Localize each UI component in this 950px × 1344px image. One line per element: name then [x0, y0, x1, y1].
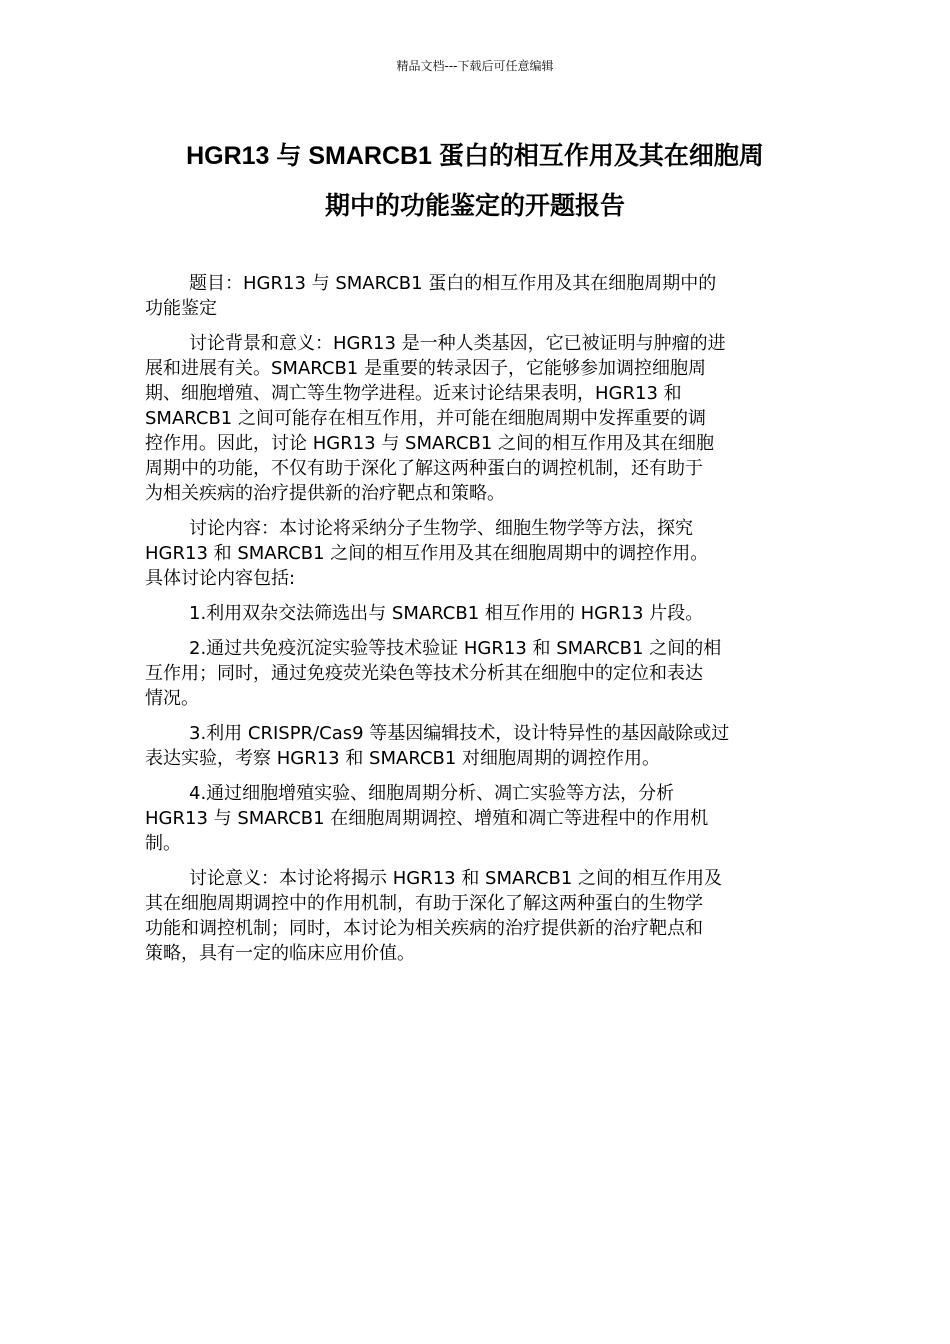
text-line: 题目：HGR13 与 SMARCB1 蛋白的相互作用及其在细胞周期中的	[189, 273, 717, 294]
text-line: 展和进展有关。SMARCB1 是重要的转录因子，它能够参加调控细胞周	[145, 358, 706, 379]
text-line: 1.利用双杂交法筛选出与 SMARCB1 相互作用的 HGR13 片段。	[189, 603, 704, 624]
list-item-3	[145, 721, 810, 771]
text-line: 情况。	[145, 688, 199, 709]
text-line: 讨论意义：本讨论将揭示 HGR13 和 SMARCB1 之间的相互作用及	[189, 868, 723, 889]
paragraph-content	[145, 516, 810, 591]
text-line: 制。	[145, 833, 181, 854]
text-line: 策略，具有一定的临床应用价值。	[145, 943, 415, 964]
title-line: 期中的功能鉴定的开题报告	[324, 192, 625, 220]
list-item-2	[145, 636, 810, 711]
document-title	[125, 134, 825, 228]
text-line: SMARCB1 之间可能存在相互作用，并可能在细胞周期中发挥重要的调	[145, 408, 706, 429]
paragraph-significance	[145, 866, 810, 966]
text-line: 功能和调控机制；同时，本讨论为相关疾病的治疗提供新的治疗靶点和	[145, 918, 703, 939]
text-line: HGR13 和 SMARCB1 之间的相互作用及其在细胞周期中的调控作用。	[145, 543, 709, 564]
text-line: 表达实验，考察 HGR13 和 SMARCB1 对细胞周期的调控作用。	[145, 748, 661, 769]
paragraph-background	[145, 331, 810, 506]
text-line: 周期中的功能，不仅有助于深化了解这两种蛋白的调控机制，还有助于	[145, 458, 703, 479]
text-line: 为相关疾病的治疗提供新的治疗靶点和策略。	[145, 483, 505, 504]
text-line: 互作用；同时，通过免疫荧光染色等技术分析其在细胞中的定位和表达	[145, 663, 703, 684]
paragraph-topic	[145, 271, 810, 321]
text-line: 期、细胞增殖、凋亡等生物学进程。近来讨论结果表明，HGR13 和	[145, 383, 682, 404]
text-line: 4.通过细胞增殖实验、细胞周期分析、凋亡实验等方法，分析	[189, 783, 675, 804]
page-header: 精品文档---下载后可任意编辑	[396, 59, 554, 73]
document-body	[145, 271, 810, 976]
text-line: 3.利用 CRISPR/Cas9 等基因编辑技术，设计特异性的基因敲除或过	[189, 723, 730, 744]
text-line: 讨论内容：本讨论将采纳分子生物学、细胞生物学等方法，探究	[189, 518, 693, 539]
text-line: HGR13 与 SMARCB1 在细胞周期调控、增殖和凋亡等进程中的作用机	[145, 808, 709, 829]
text-line: 控作用。因此，讨论 HGR13 与 SMARCB1 之间的相互作用及其在细胞	[145, 433, 715, 454]
text-line: 2.通过共免疫沉淀实验等技术验证 HGR13 和 SMARCB1 之间的相	[189, 638, 722, 659]
title-line: HGR13 与 SMARCB1 蛋白的相互作用及其在细胞周	[186, 142, 764, 170]
text-line: 具体讨论内容包括:	[145, 568, 296, 589]
list-item-4	[145, 781, 810, 856]
list-item-1	[145, 601, 810, 626]
text-line: 功能鉴定	[145, 298, 217, 319]
text-line: 讨论背景和意义：HGR13 是一种人类基因，它已被证明与肿瘤的进	[189, 333, 726, 354]
text-line: 其在细胞周期调控中的作用机制，有助于深化了解这两种蛋白的生物学	[145, 893, 703, 914]
